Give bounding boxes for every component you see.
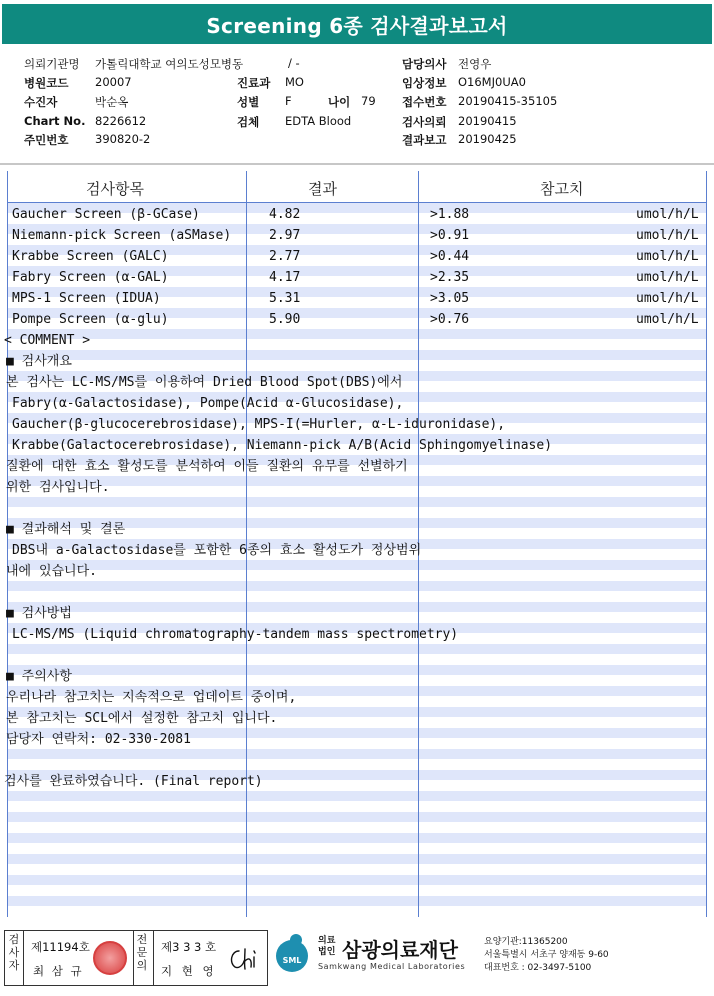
method-title: ■ 검사방법 [6,606,72,621]
caution-line: 담당자 연락처: 02-330-2081 [6,732,191,747]
signature-icon [225,945,261,973]
interpretation-title: ■ 결과해석 및 결론 [6,522,126,537]
caution-line: 우리나라 참고치는 지속적으로 업데이트 중이며, [6,690,297,705]
age-value: 79 [361,94,376,108]
test-item: Gaucher Screen (β-GCase) [12,207,200,222]
caution-line: 본 참고치는 SCL에서 설정한 참고치 입니다. [6,711,278,726]
table-row [12,246,702,267]
test-item: MPS-1 Screen (IDUA) [12,291,161,306]
overview-line: Gaucher(β-glucocerebrosidase), MPS-I(=Hurler, α-L-iduronidase), [12,417,506,432]
clinical-value: O16MJ0UA0 [458,75,526,89]
test-unit: umol/h/L [636,312,699,327]
divider [153,931,154,985]
hospital-value: 가톨릭대학교 여의도성모병동 [95,57,244,71]
test-result: 4.17 [269,270,301,285]
age-label: 나이 [328,95,351,109]
separator [0,163,714,165]
rrn-label: 주민번호 [24,133,69,147]
contact-line: 서울특별시 서초구 양재동 9-60 [484,950,609,960]
test-unit: umol/h/L [636,207,699,222]
footer [0,926,714,990]
ward-value: / - [288,56,300,70]
signature-box [4,930,268,986]
code-value: 20007 [95,75,132,89]
specimen-value: EDTA Blood [285,114,352,128]
header-result: 결과 [308,180,337,198]
test-reference: >1.88 [430,207,470,222]
test-unit: umol/h/L [636,270,699,285]
test-item: Pompe Screen (α-glu) [12,312,169,327]
sml-logo-icon [270,932,314,976]
tester-name: 최 삼 규 [33,964,84,978]
report-title: Screening 6종 검사결과보고서 [2,4,712,44]
final-report-note: 검사를 완료하였습니다. (Final report) [4,774,263,789]
contact-line: 요양기관:11365200 [484,937,568,947]
test-item: Fabry Screen (α-GAL) [12,270,169,285]
sex-label: 성별 [237,95,260,109]
dept-value: MO [285,75,304,89]
test-unit: umol/h/L [636,291,699,306]
receipt-label: 접수번호 [402,95,447,109]
interpretation-line: DBS내 a-Galactosidase를 포함한 6종의 효소 활성도가 정상범위 [12,543,422,558]
request-value: 20190415 [458,114,517,128]
table-row [12,204,702,225]
overview-line: Fabry(α-Galactosidase), Pompe(Acid α-Glucosidase), [12,396,404,411]
interpretation-line: 내에 있습니다. [6,564,98,579]
report-label: 결과보고 [402,133,447,147]
report-date-value: 20190425 [458,132,517,146]
header-item: 검사항목 [86,180,144,198]
rrn-value: 390820-2 [95,132,151,146]
dept-label: 진료과 [237,76,271,90]
hospital-label: 의뢰기관명 [24,57,80,71]
sex-value: F [285,94,292,108]
test-item: Krabbe Screen (GALC) [12,249,169,264]
test-reference: >3.05 [430,291,470,306]
overview-line: Krabbe(Galactocerebrosidase), Niemann-pick A/B(Acid Sphingomyelinase) [12,438,553,453]
test-result: 5.31 [269,291,301,306]
test-unit: umol/h/L [636,228,699,243]
chart-value: 8226612 [95,114,147,128]
doctor-label: 담당의사 [402,57,447,71]
method-line: LC-MS/MS (Liquid chromatography-tandem mass spectrometry) [12,627,459,642]
overview-line: 질환에 대한 효소 활성도를 분석하여 이들 질환의 유무를 선별하기 [6,459,408,474]
caution-title: ■ 주의사항 [6,669,72,684]
table-row [12,288,702,309]
test-reference: >0.91 [430,228,470,243]
divider [23,931,24,985]
tester-label: 검사자 [8,933,20,972]
seal-stamp-icon [93,941,127,975]
table-row [12,267,702,288]
doctor-value: 전영우 [458,57,492,71]
clinical-label: 임상정보 [402,76,447,90]
code-label: 병원코드 [24,76,69,90]
tester-license: 제11194호 [31,940,90,954]
header-reference: 참고치 [540,180,584,198]
overview-line: 위한 검사입니다. [6,480,110,495]
patient-info [0,52,714,162]
comment-label: < COMMENT > [4,333,91,348]
table-row [12,309,702,330]
test-result: 5.90 [269,312,301,327]
patient-label: 수진자 [24,95,58,109]
test-reference: >0.76 [430,312,470,327]
specialist-label: 전문의 [136,933,148,972]
test-result: 4.82 [269,207,301,222]
specialist-name: 지 현 영 [161,964,217,978]
overview-line: 본 검사는 LC-MS/MS를 이용하여 Dried Blood Spot(DBS)에서 [6,375,403,390]
overview-title: ■ 검사개요 [6,354,72,369]
request-label: 검사의뢰 [402,115,447,129]
patient-value: 박순옥 [95,95,129,109]
receipt-value: 20190415-35105 [458,94,558,108]
chart-label: Chart No. [24,114,86,128]
logo-text: SML [282,956,302,965]
contact-line: 대표번호 : 02-3497-5100 [484,963,592,973]
test-unit: umol/h/L [636,249,699,264]
org-english-name: Samkwang Medical Laboratories [318,962,466,971]
specialist-license: 제3 3 3 호 [161,940,217,954]
test-reference: >0.44 [430,249,470,264]
test-reference: >2.35 [430,270,470,285]
org-name: 삼광의료재단 [342,938,458,962]
divider [133,931,134,985]
org-prefix: 의료 법인 [318,936,336,957]
table-row [12,225,702,246]
specimen-label: 검체 [237,115,260,129]
contact-info [484,936,609,975]
test-item: Niemann-pick Screen (aSMase) [12,228,232,243]
test-result: 2.97 [269,228,301,243]
test-result: 2.77 [269,249,301,264]
